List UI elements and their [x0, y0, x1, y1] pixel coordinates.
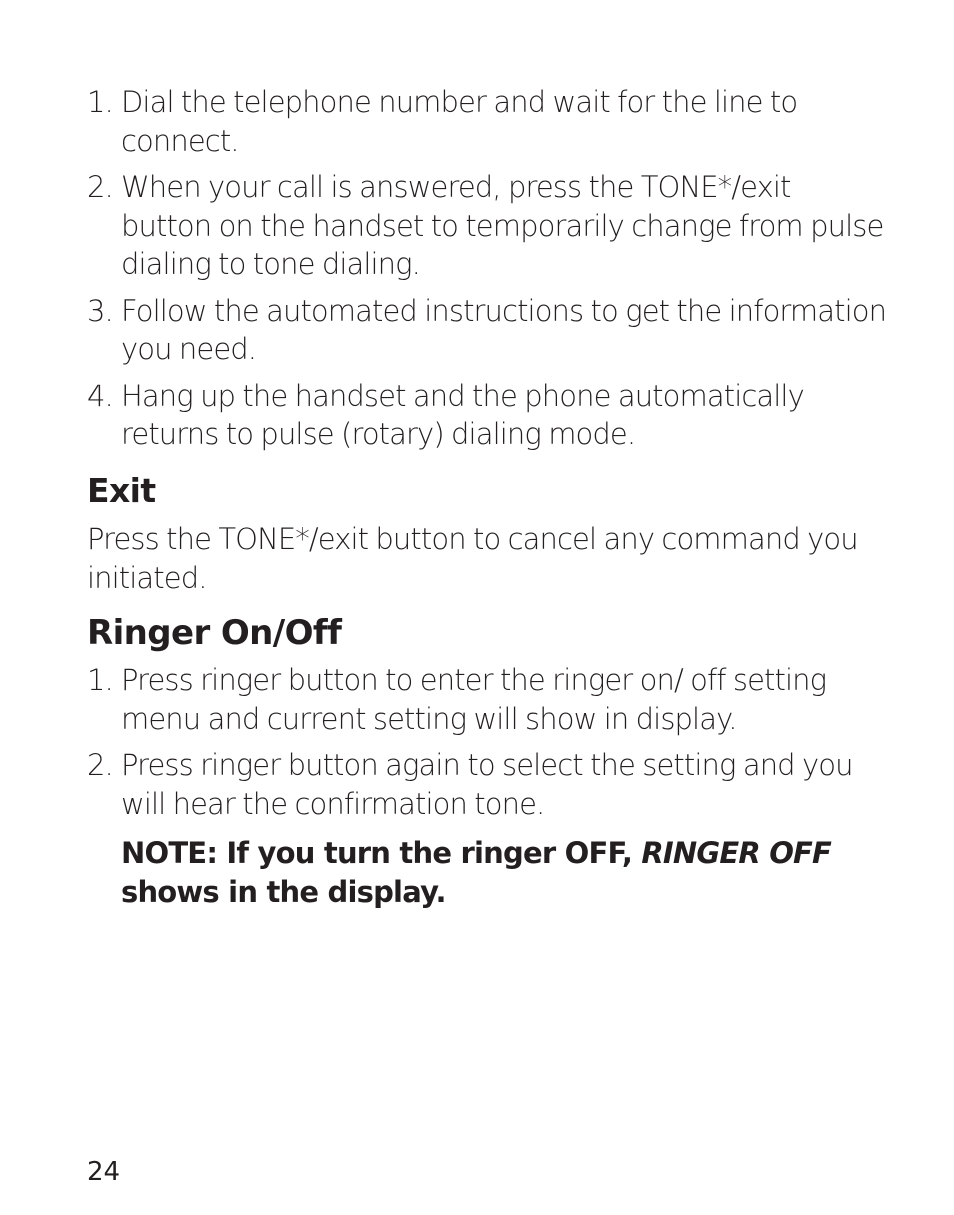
- note-prefix: NOTE: If you turn the ringer OFF,: [121, 836, 642, 870]
- list-item: [87, 168, 887, 284]
- step-text: Press ringer button to enter the ringer on/ off setting menu and current setting will show in display.: [121, 663, 827, 736]
- ringer-note: [121, 834, 881, 912]
- step-text: Dial the telephone number and wait for the line to connect.: [121, 85, 798, 158]
- ringer-heading: Ringer On/Off: [87, 613, 342, 653]
- step-text: Press ringer button again to select the setting and you will hear the confirmation tone.: [121, 748, 853, 821]
- list-item: [87, 377, 887, 454]
- list-item: [87, 746, 887, 823]
- list-item: [87, 661, 887, 738]
- step-text: When your call is answered, press the TONE*/exit button on the handset to temporarily change from pulse dialing to tone dialing.: [121, 170, 884, 281]
- note-suffix: shows in the display.: [121, 875, 446, 909]
- exit-description: Press the TONE*/exit button to cancel any command you initiated.: [87, 522, 858, 595]
- step-number: 3.: [87, 293, 113, 328]
- step-number: 1.: [87, 663, 113, 697]
- step-text: Hang up the handset and the phone automatically returns to pulse (rotary) dialing mode.: [121, 378, 804, 451]
- note-emphasis: RINGER OFF: [641, 836, 832, 870]
- step-number: 1.: [87, 85, 113, 119]
- ringer-steps-list: [87, 661, 887, 831]
- dialing-steps-list: [87, 83, 887, 462]
- page-number: 24: [87, 1157, 121, 1187]
- exit-heading: Exit: [87, 471, 156, 510]
- step-number: 4.: [87, 378, 113, 413]
- list-item: [87, 292, 887, 369]
- step-number: 2.: [87, 170, 113, 204]
- list-item: [87, 83, 887, 160]
- step-number: 2.: [87, 748, 113, 782]
- step-text: Follow the automated instructions to get the information you need.: [121, 293, 887, 366]
